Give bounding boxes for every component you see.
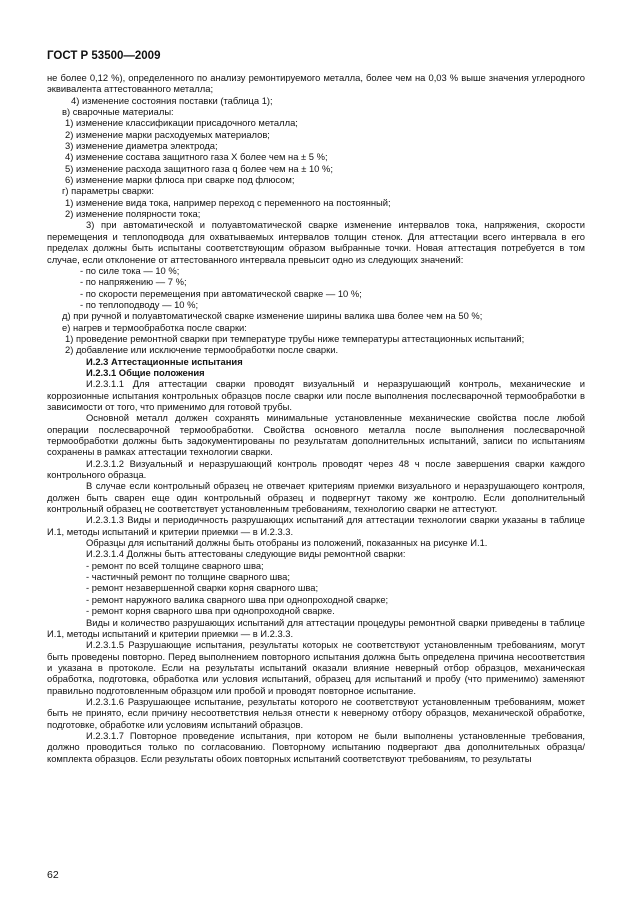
paragraph: 6) изменение марки флюса при сварке под флюсом;: [65, 174, 295, 186]
paragraph: И.2.3.1.7 Повторное проведение испытания, при котором не были выполнены установленные требования, должно проводиться только по согласованию. Повторному испытанию подвергают два дополнительных образца/комплекта образцов. Если результаты обоих повторных испытаний соответствуют требованиям, то результаты: [47, 729, 585, 764]
paragraph: И.2.3.1.5 Разрушающие испытания, результаты которых не соответствуют установленным требованиям, могут быть проведены повторно. Перед выполнением повторного испытания должна быть определена причина несоответствия и указана в протоколе. Если на результаты испытаний оказали влияние неверный отбор образцов, механическая обработка, подготовка, обработка или условия испытаний, образец для испытаний и пробу (что применимо) заменяют правильно подготовленным образцом или пробой и проводят повторное испытание.: [47, 639, 585, 696]
paragraph: И.2.3.1.2 Визуальный и неразрушающий контроль проводят через 48 ч после завершения сварки каждого контрольного образца.: [47, 457, 585, 481]
paragraph: г) параметры сварки:: [62, 185, 154, 197]
paragraph: 1) проведение ремонтной сварки при температуре трубы ниже температуры аттестационных испытаний;: [65, 332, 525, 344]
paragraph: - по напряжению — 7 %;: [80, 276, 187, 288]
paragraph: 5) изменение расхода защитного газа q более чем на ± 10 %;: [65, 162, 333, 174]
paragraph: не более 0,12 %), определенного по анализу ремонтируемого металла, более чем на 0,03 % выше значения углеродного эквивалента аттестованного металла;: [47, 72, 585, 95]
paragraph: - ремонт корня сварного шва при однопроходной сварке.: [86, 605, 335, 617]
paragraph: - ремонт наружного валика сварного шва при однопроходной сварке;: [86, 593, 389, 605]
paragraph: 3) при автоматической и полуавтоматической сварке изменение интервалов тока, напряжения, скорости перемещения и теплоподвода для охватываемых интервалов толщин стенок. Для аттестации всего интервала в его пределах должны быть испытаны соответствующим образом выбранные точки. Новая аттестация потребуется в том случае, если отклонение от аттестованного интервала превысит одно из следующих значений:: [47, 219, 585, 265]
paragraph: 1) изменение классификации присадочного металла;: [65, 117, 298, 129]
paragraph: И.2.3.1.6 Разрушающее испытание, результаты которого не соответствуют установленным требованиям, может быть не принято, если причину несоответствия нельзя отнести к неверному отбору образцов, механической обработке, подготовке, обработке или условиям испытаний образцов.: [47, 695, 585, 730]
paragraph: Виды и количество разрушающих испытаний для аттестации процедуры ремонтной сварки приведены в таблице И.1, методы испытаний и критерии приемки — в И.2.3.3.: [47, 616, 585, 639]
paragraph: д) при ручной и полуавтоматической сварке изменение ширины валика шва более чем на 50 %;: [62, 310, 483, 322]
paragraph: е) нагрев и термообработка после сварки:: [62, 321, 247, 333]
paragraph: И.2.3.1 Общие положения: [86, 366, 205, 378]
paragraph: В случае если контрольный образец не отвечает критериям приемки визуального и неразрушающего контроля, должен быть сварен еще один контрольный образец и подвергнут такому же контролю. Если дополнительный контрольный образец не соответствует установленным требованиям, технологию сварки не аттестуют.: [47, 480, 585, 515]
paragraph: - по теплоподводу — 10 %;: [80, 298, 199, 310]
paragraph: Основной металл должен сохранять минимальные установленные механические свойства после любой операции послесварочной термообработки. Свойства основного металла после выполнения послесварочной термообработки должны быть задокументированы по результатам дополнительных испытаний, записи по испытаниям сохранены в рамках аттестации технологии сварки.: [47, 412, 585, 458]
document-body: [47, 72, 585, 764]
paragraph: 1) изменение вида тока, например переход с переменного на постоянный;: [65, 196, 391, 208]
page-number: 62: [47, 869, 59, 881]
paragraph: 3) изменение диаметра электрода;: [65, 140, 218, 152]
paragraph: 4) изменение состава защитного газа X более чем на ± 5 %;: [65, 151, 328, 163]
document-header: ГОСТ Р 53500—2009: [47, 50, 161, 62]
paragraph: 2) изменение полярности тока;: [65, 208, 201, 220]
paragraph: И.2.3.1.3 Виды и периодичность разрушающих испытаний для аттестации технологии сварки указаны в таблице И.1, методы испытаний и критерии приемки — в И.2.3.3.: [47, 514, 585, 537]
paragraph: - частичный ремонт по толщине сварного шва;: [86, 571, 290, 583]
paragraph: 2) добавление или исключение термообработки после сварки.: [65, 344, 339, 356]
paragraph: - по силе тока — 10 %;: [80, 264, 180, 276]
paragraph: И.2.3.1.1 Для аттестации сварки проводят визуальный и неразрушающий контроль, механические и коррозионные испытания контрольных образцов после сварки или после выполнения послесварочной термообработки в зависимости от того, что применимо для готовой трубы.: [47, 378, 585, 412]
paragraph: 2) изменение марки расходуемых материалов;: [65, 128, 270, 140]
paragraph: И.2.3 Аттестационные испытания: [86, 355, 243, 367]
paragraph: 4) изменение состояния поставки (таблица 1);: [71, 94, 273, 106]
paragraph: Образцы для испытаний должны быть отобраны из положений, показанных на рисунке И.1.: [86, 537, 488, 549]
paragraph: в) сварочные материалы:: [62, 106, 174, 118]
paragraph: - по скорости перемещения при автоматической сварке — 10 %;: [80, 287, 362, 299]
paragraph: И.2.3.1.4 Должны быть аттестованы следующие виды ремонтной сварки:: [86, 548, 406, 560]
paragraph: - ремонт по всей толщине сварного шва;: [86, 559, 264, 571]
paragraph: - ремонт незавершенной сварки корня сварного шва;: [86, 582, 319, 594]
